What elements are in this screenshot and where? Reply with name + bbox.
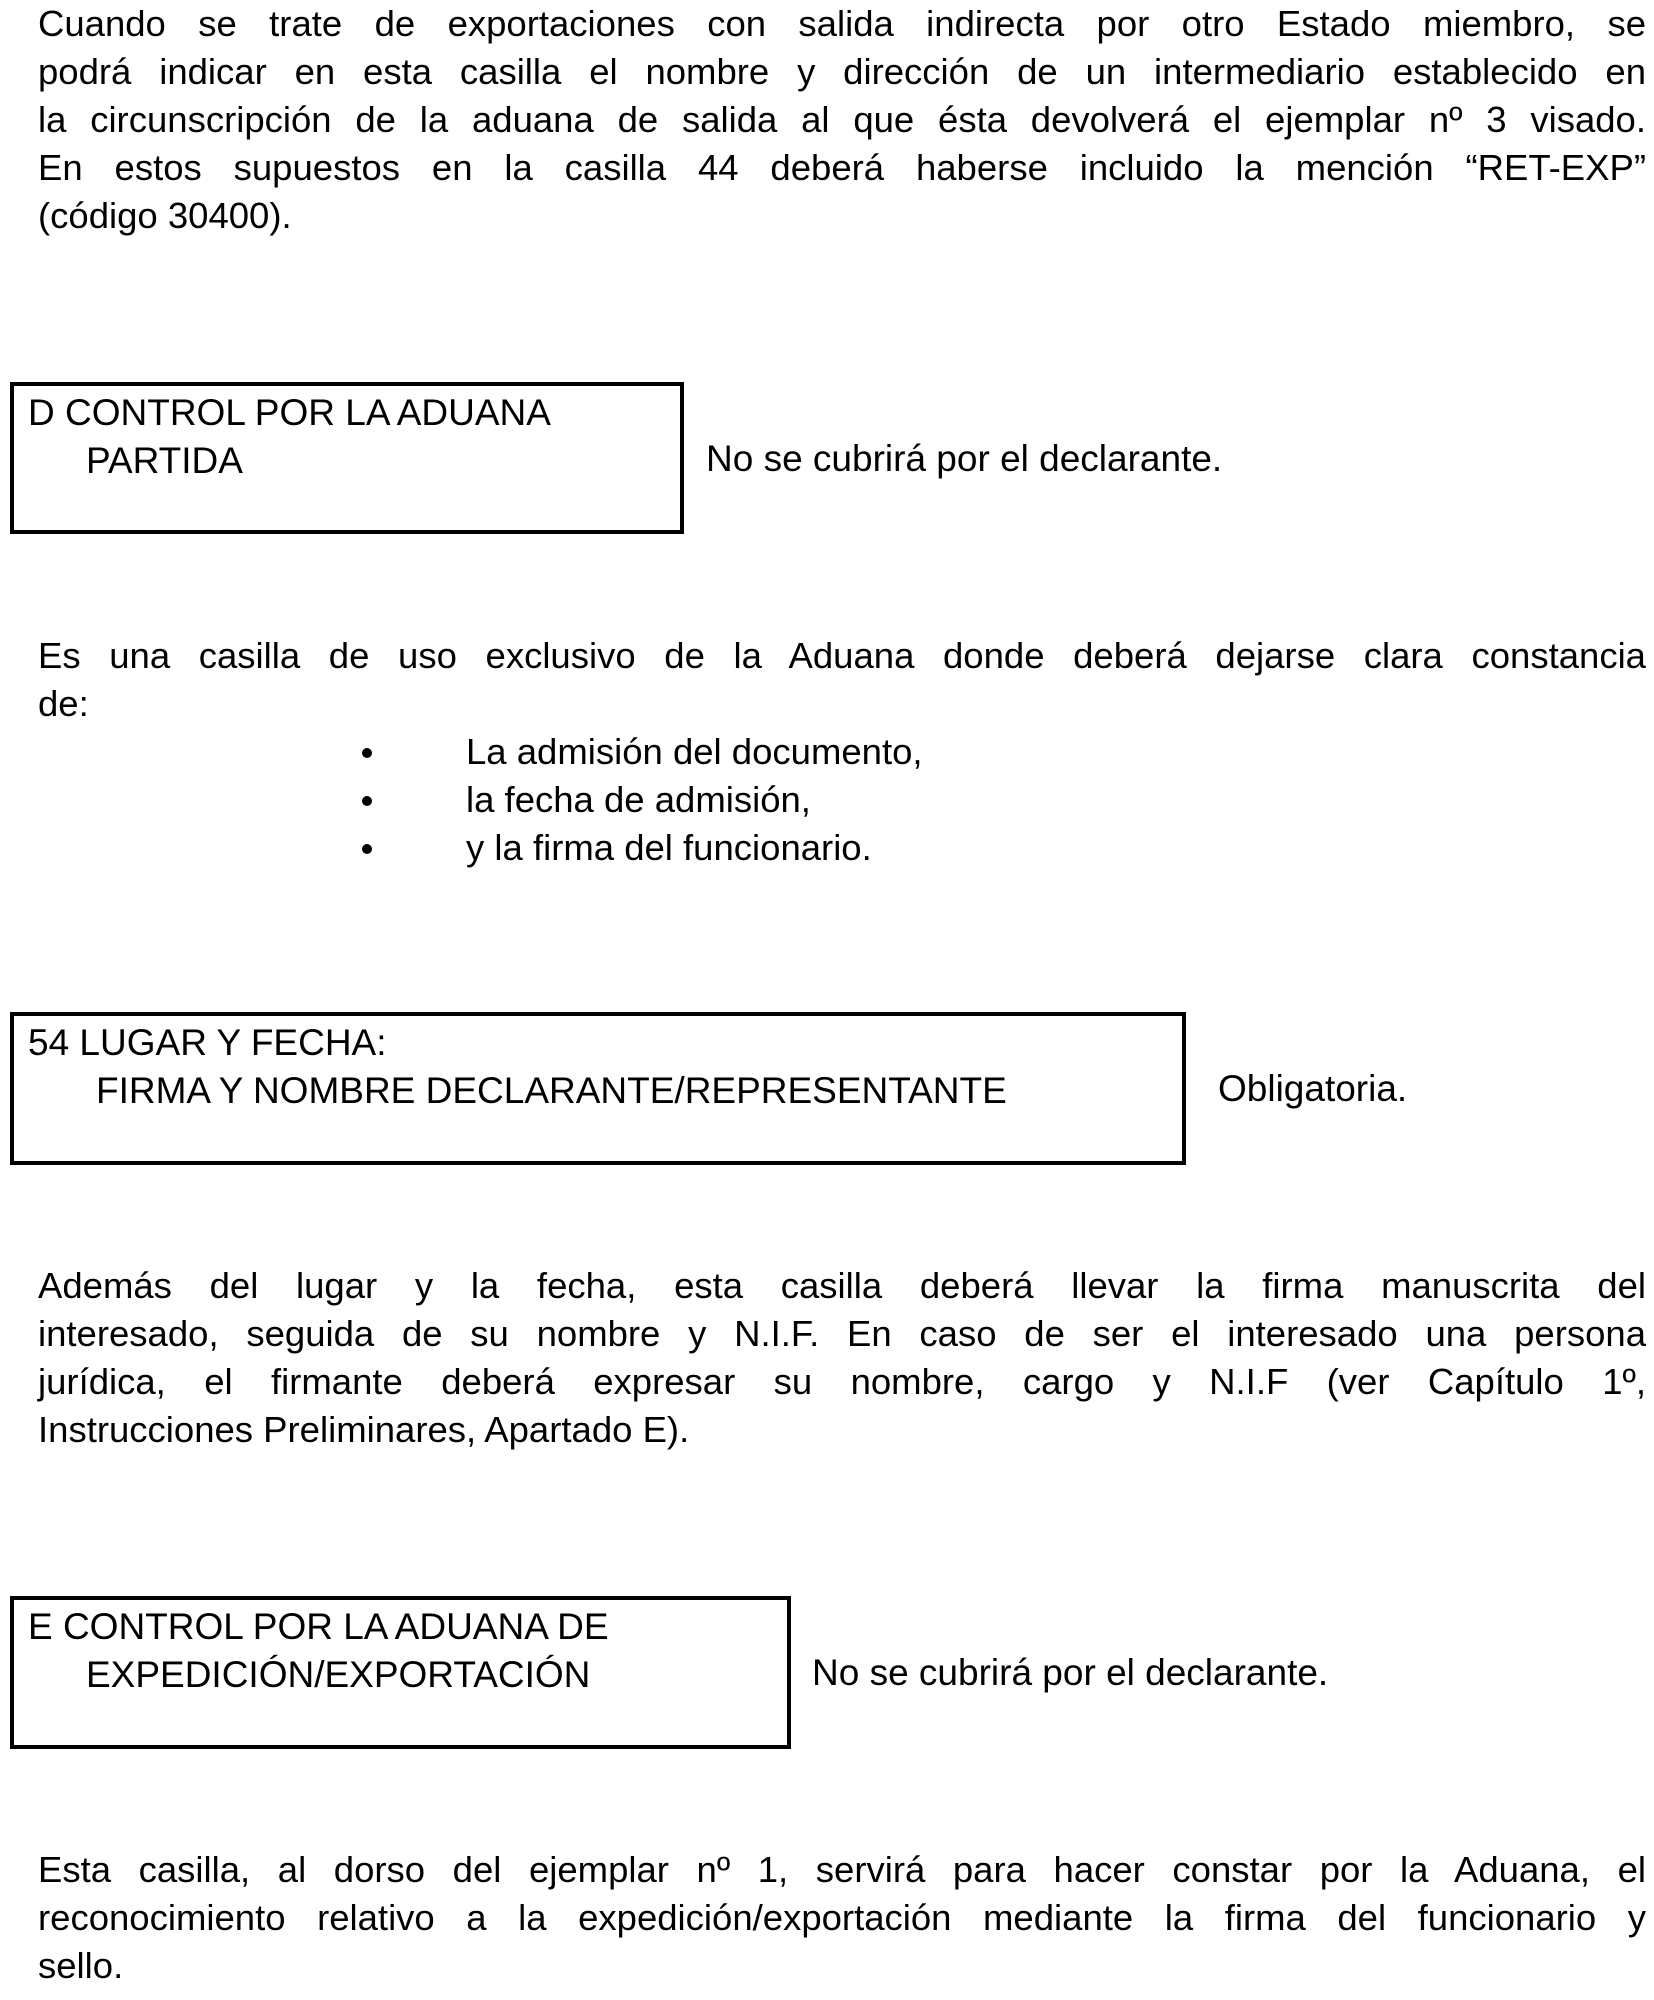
paragraph-line: la circunscripción de la aduana de salida al que ésta devolverá el ejemplar nº 3 visado. [38,99,1646,140]
paragraph-line: jurídica, el firmante deberá expresar su nombre, cargo y N.I.F (ver Capítulo 1º, [38,1361,1646,1402]
bullet-icon [362,844,372,854]
paragraph-line: interesado, seguida de su nombre y N.I.F. En caso de ser el interesado una persona [38,1313,1646,1354]
box-54-lugar-fecha [10,1012,1186,1165]
list-item: la fecha de admisión, [466,779,811,820]
box-e-title-line1: E CONTROL POR LA ADUANA DE [28,1606,609,1647]
box-54-note: Obligatoria. [1218,1068,1408,1109]
list-item: y la firma del funcionario. [466,827,872,868]
box-d-control-partida [10,382,684,534]
paragraph-line: de: [38,683,89,724]
box-d-title-line2: PARTIDA [86,440,243,481]
paragraph-indirect-exports [38,0,1646,240]
bullet-icon [362,796,372,806]
bullet-icon [362,748,372,758]
box-e-note: No se cubrirá por el declarante. [812,1652,1329,1693]
paragraph-line: Es una casilla de uso exclusivo de la Aduana donde deberá dejarse clara constancia [38,635,1646,676]
paragraph-customs-use [38,632,1646,728]
paragraph-line: Además del lugar y la fecha, esta casilla deberá llevar la firma manuscrita del [38,1265,1646,1306]
paragraph-line: sello. [38,1945,124,1986]
box-e-title-line2: EXPEDICIÓN/EXPORTACIÓN [86,1654,591,1695]
paragraph-line: (código 30400). [38,195,292,236]
box-e-control-expedicion [10,1596,791,1749]
paragraph-line: podrá indicar en esta casilla el nombre y dirección de un intermediario establecido en [38,51,1646,92]
list-item: La admisión del documento, [466,731,923,772]
paragraph-line: reconocimiento relativo a la expedición/exportación mediante la firma del funcionario y [38,1897,1646,1938]
box-54-title-line2: FIRMA Y NOMBRE DECLARANTE/REPRESENTANTE [96,1070,1007,1111]
paragraph-line: Esta casilla, al dorso del ejemplar nº 1, servirá para hacer constar por la Aduana, el [38,1849,1646,1890]
paragraph-signature [38,1262,1646,1454]
paragraph-ejemplar-1 [38,1846,1646,1990]
paragraph-line: Instrucciones Preliminares, Apartado E). [38,1409,690,1450]
paragraph-line: En estos supuestos en la casilla 44 deberá haberse incluido la mención “RET-EXP” [38,147,1646,188]
paragraph-line: Cuando se trate de exportaciones con salida indirecta por otro Estado miembro, se [38,3,1646,44]
box-54-title-line1: 54 LUGAR Y FECHA: [28,1022,387,1063]
box-d-title-line1: D CONTROL POR LA ADUANA [28,392,551,433]
box-d-note: No se cubrirá por el declarante. [706,438,1223,479]
